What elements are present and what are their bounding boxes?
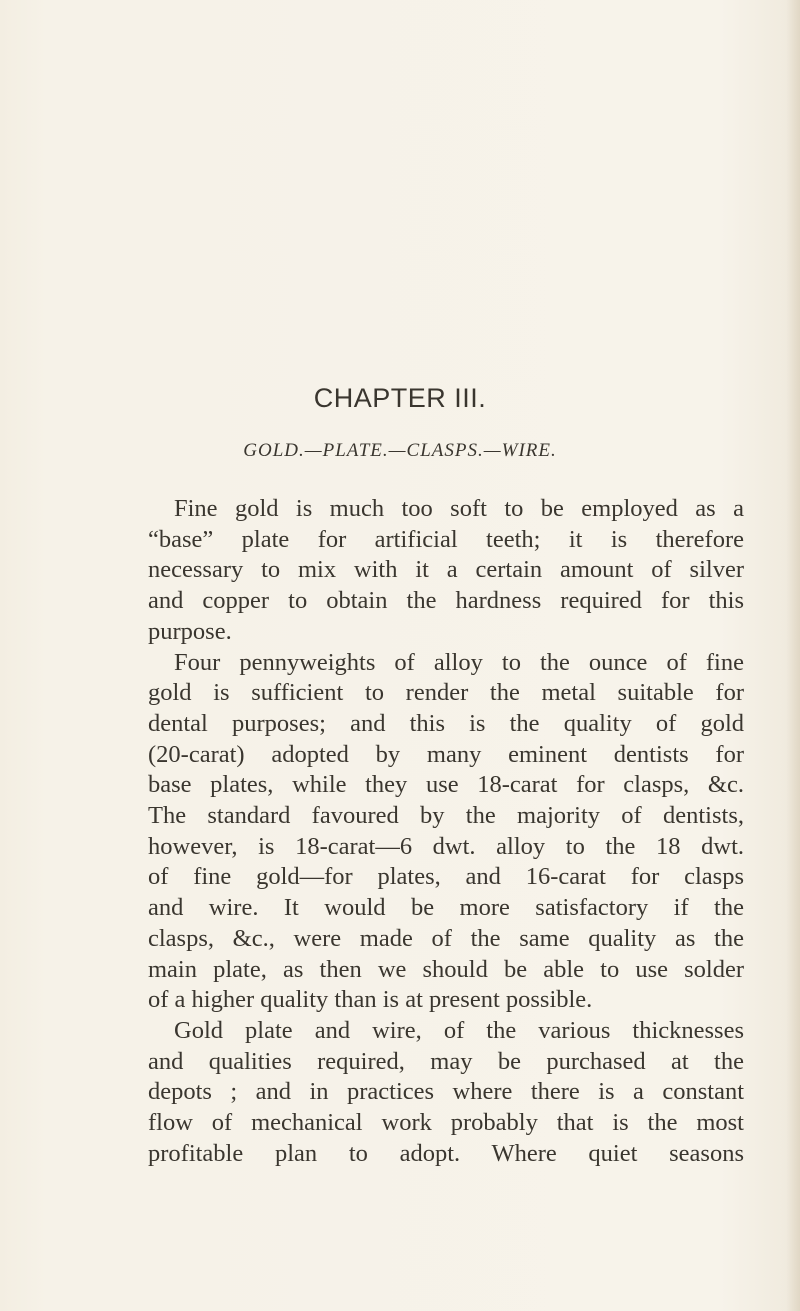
body-text <box>148 494 744 1169</box>
chapter-subtitle: GOLD.—PLATE.—CLASPS.—WIRE. <box>243 440 557 461</box>
text-line: profitable plan to adopt. Where quiet seasons <box>148 1139 744 1167</box>
text-line: (20-carat) adopted by many eminent dentists for <box>148 740 744 768</box>
text-line: “base” plate for artificial teeth; it is therefore <box>148 525 744 553</box>
text-line: gold is sufficient to render the metal suitable for <box>148 679 744 707</box>
chapter-heading: CHAPTER III. <box>313 383 487 413</box>
text-line: of fine gold—for plates, and 16-carat for clasps <box>148 863 744 891</box>
text-line: and qualities required, may be purchased at the <box>148 1047 744 1075</box>
text-line: Gold plate and wire, of the various thicknesses <box>174 1016 744 1044</box>
text-line: of a higher quality than is at present possible. <box>148 986 593 1014</box>
text-line: flow of mechanical work probably that is the most <box>148 1109 744 1137</box>
text-line: The standard favoured by the majority of dentists, <box>148 802 744 830</box>
text-line: necessary to mix with it a certain amount of silver <box>148 556 744 584</box>
text-line: and wire. It would be more satisfactory if the <box>148 894 744 922</box>
text-line: and copper to obtain the hardness required for this <box>148 587 744 615</box>
text-line: purpose. <box>148 617 232 645</box>
text-line: dental purposes; and this is the quality of gold <box>148 709 744 737</box>
text-line: Fine gold is much too soft to be employed as a <box>174 495 744 522</box>
text-line: base plates, while they use 18-carat for clasps, &c. <box>148 771 744 799</box>
text-line: clasps, &c., were made of the same quality as the <box>148 924 744 952</box>
page-edge-shadow <box>786 0 800 1311</box>
text-line: however, is 18-carat—6 dwt. alloy to the 18 dwt. <box>148 832 744 860</box>
text-line: main plate, as then we should be able to use solder <box>148 955 744 983</box>
text-line: Four pennyweights of alloy to the ounce of fine <box>174 648 744 676</box>
text-line: depots ; and in practices where there is a constant <box>148 1078 744 1106</box>
